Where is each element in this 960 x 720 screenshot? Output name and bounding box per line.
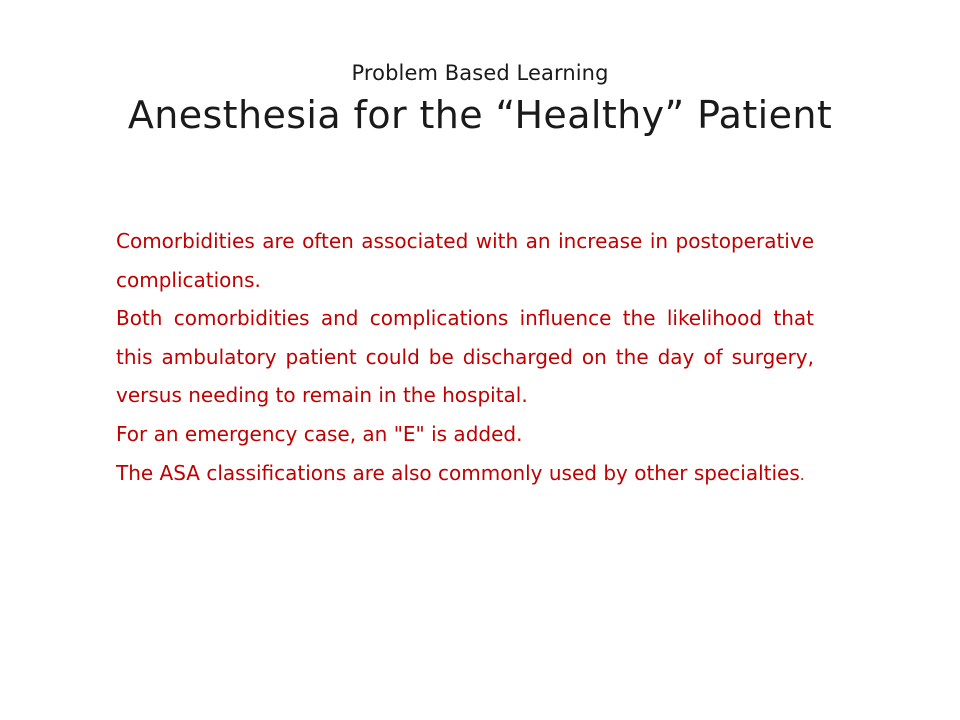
paragraph-discharge: Both comorbidities and complications influence the likelihood that this ambulatory patient could be discharged on the day of surgery, versus needing to remain in the hospital.	[116, 306, 814, 408]
paragraph-comorbidities: Comorbidities are often associated with an increase in postoperative complications.	[116, 229, 814, 292]
title-block	[40, 56, 920, 140]
slide-title: Anesthesia for the “Healthy” Patient	[127, 93, 833, 137]
paragraph-asa-text: The ASA classifications are also commonly used by other specialties	[116, 460, 800, 485]
paragraph-emergency: For an emergency case, an "E" is added.	[116, 421, 523, 446]
body-text	[116, 222, 814, 494]
slide-subtitle: Problem Based Learning	[351, 61, 609, 85]
paragraph-asa	[116, 454, 814, 495]
paragraph-asa-period: .	[799, 465, 805, 484]
